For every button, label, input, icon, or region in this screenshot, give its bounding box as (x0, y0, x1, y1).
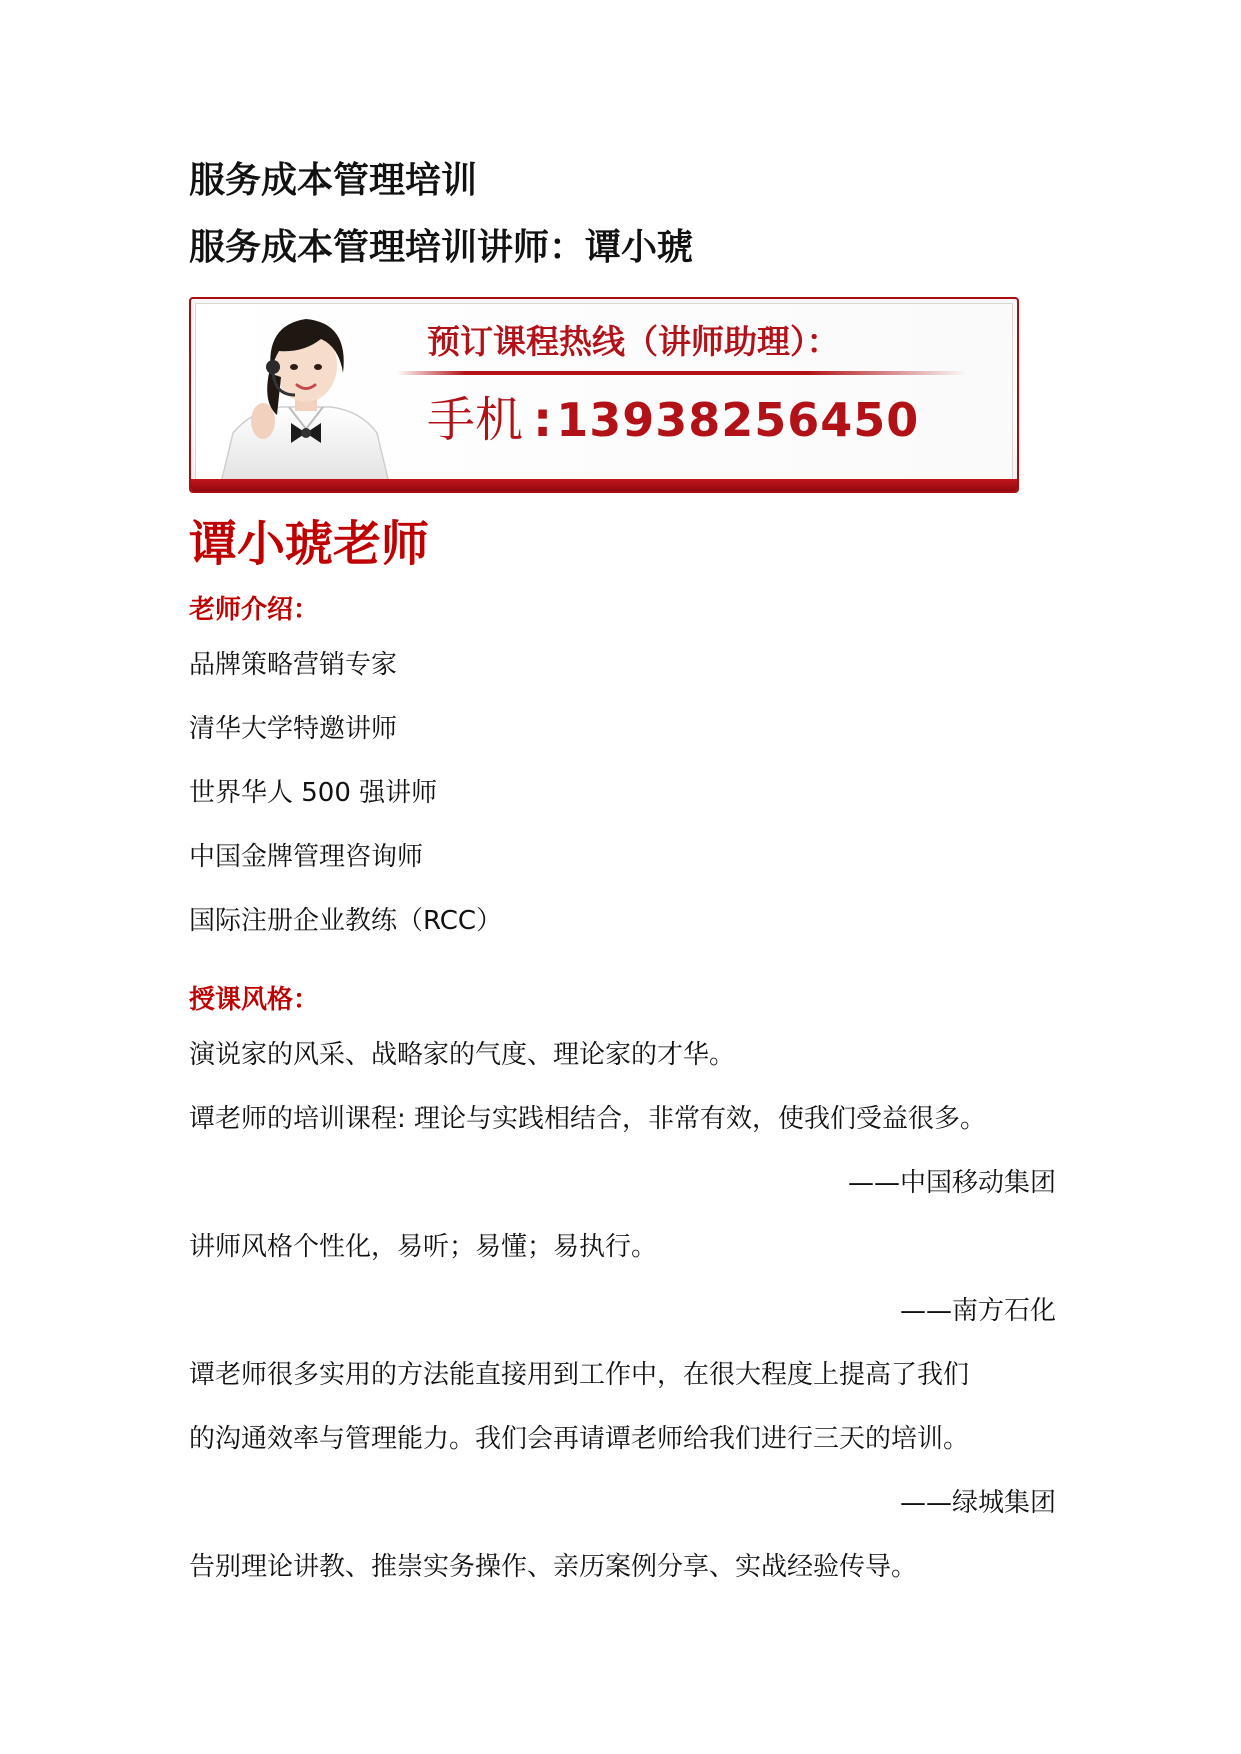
intro-item: 中国金牌管理咨询师 (189, 842, 424, 872)
teaching-style-heading: 授课风格： (189, 985, 320, 1015)
testimonial-text: 谭老师很多实用的方法能直接用到工作中，在很大程度上提高了我们 (189, 1360, 970, 1390)
intro-item: 世界华人 500 强讲师 (189, 778, 438, 808)
teacher-name-heading: 谭小琥老师 (189, 516, 430, 572)
phone-number: 13938256450 (556, 393, 920, 447)
intro-item: 清华大学特邀讲师 (189, 714, 398, 744)
banner-divider (397, 371, 967, 375)
banner-bottom-bar (191, 479, 1017, 491)
testimonial-source: ——中国移动集团 (847, 1168, 1056, 1198)
testimonial-source: ——绿城集团 (899, 1488, 1056, 1518)
phone-label: 手机 (427, 392, 524, 448)
intro-heading: 老师介绍： (189, 595, 320, 625)
intro-item: 国际注册企业教练（RCC） (189, 906, 503, 936)
intro-item: 品牌策略营销专家 (189, 650, 398, 680)
style-summary: 演说家的风采、战略家的气度、理论家的才华。 (189, 1040, 736, 1070)
testimonial-text: 讲师风格个性化，易听；易懂；易执行。 (189, 1232, 658, 1262)
operator-avatar-icon (211, 303, 401, 483)
document-subtitle: 服务成本管理培训讲师：谭小琥 (189, 226, 694, 268)
booking-hotline-heading: 预订课程热线（讲师助理）： (427, 322, 840, 361)
testimonial-source: ——南方石化 (899, 1296, 1056, 1326)
phone-line (427, 381, 919, 450)
document-title: 服务成本管理培训 (189, 159, 478, 201)
testimonial-text: 的沟通效率与管理能力。我们会再请谭老师给我们进行三天的培训。 (189, 1424, 970, 1454)
hotline-banner (189, 297, 1019, 493)
testimonial-text: 谭老师的培训课程: 理论与实践相结合，非常有效，使我们受益很多。 (189, 1104, 987, 1134)
phone-colon: : (533, 392, 553, 448)
style-closing: 告别理论讲教、推崇实务操作、亲历案例分享、实战经验传导。 (189, 1552, 918, 1582)
